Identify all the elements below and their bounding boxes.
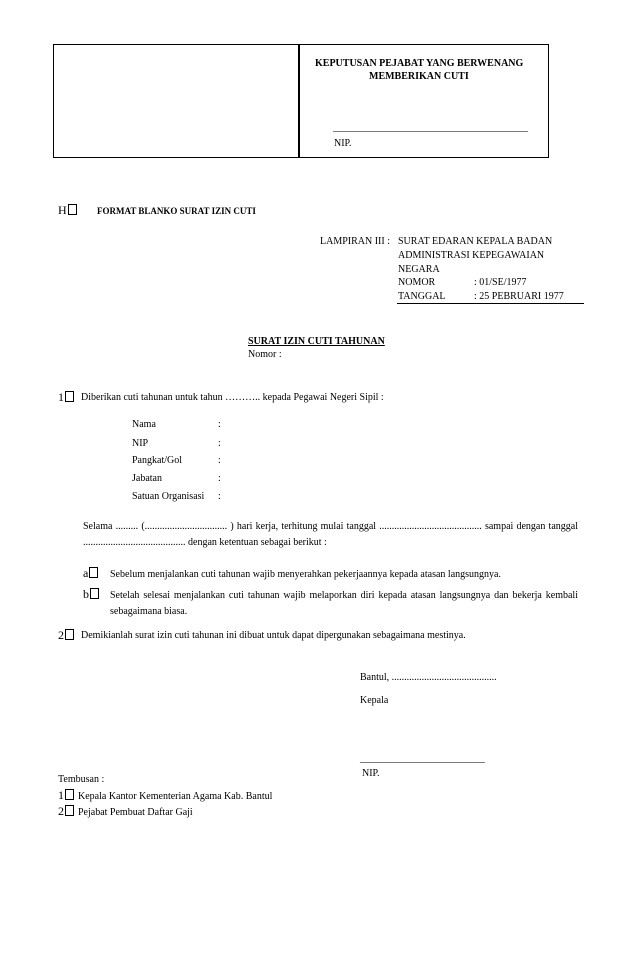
signature-nip-label: NIP. [362, 768, 380, 779]
field-pangkat-label: Pangkat/Gol [132, 455, 182, 466]
square-glyph-icon [89, 567, 98, 578]
lampiran-line3: NEGARA [398, 264, 440, 275]
signature-position: Kepala [360, 695, 389, 706]
condition-a-marker: a [83, 566, 98, 581]
square-glyph-icon [65, 805, 74, 816]
left-empty-box [53, 44, 300, 158]
decision-title-line1: KEPUTUSAN PEJABAT YANG BERWENANG [315, 58, 524, 69]
decision-title-line2: MEMBERIKAN CUTI [369, 71, 469, 82]
section1-text: Diberikan cuti tahunan untuk tahun ……….. kepada Pegawai Negeri Sipil : [81, 392, 384, 403]
field-satuan-colon: : [218, 491, 221, 502]
condition-b-marker: b [83, 587, 99, 602]
square-glyph-icon [65, 789, 74, 800]
signature-line: _________________________ [360, 753, 485, 764]
field-jabatan-colon: : [218, 473, 221, 484]
field-pangkat-colon: : [218, 455, 221, 466]
decision-nip-label: NIP. [334, 138, 352, 149]
lampiran-nomor-value: : 01/SE/1977 [474, 277, 527, 288]
field-nip-colon: : [218, 438, 221, 449]
square-glyph-icon [65, 391, 74, 402]
lampiran-line2: ADMINISTRASI KEPEGAWAIAN [398, 250, 545, 261]
lampiran-nomor-label: NOMOR [398, 277, 436, 288]
condition-a-text: Sebelum menjalankan cuti tahunan wajib menyerahkan pekerjaannya kepada atasan langsungnya. [110, 569, 501, 580]
section2-marker: 2 [58, 628, 74, 643]
section1-marker: 1 [58, 390, 74, 405]
field-jabatan-label: Jabatan [132, 473, 162, 484]
lampiran-tanggal-label: TANGGAL [398, 291, 446, 302]
decision-signature-line: _______________________________________ [333, 122, 528, 133]
letter-title: SURAT IZIN CUTI TAHUNAN [248, 336, 385, 347]
heading-marker: H [58, 203, 77, 218]
duration-paragraph: Selama ......... (................................. ) hari kerja, terhitung mulai tanggal ......................................... sampai dengan tanggal ......................................... dengan ketentuan sebagai berikut : [83, 521, 578, 548]
signature-place-date: Bantul, .......................................... [360, 672, 497, 683]
lampiran-label: LAMPIRAN III : [320, 236, 390, 247]
field-satuan-label: Satuan Organisasi [132, 491, 205, 502]
field-nama-colon: : [218, 419, 221, 430]
heading-title: FORMAT BLANKO SURAT IZIN CUTI [97, 206, 256, 216]
condition-b-text: Setelah selesai menjalankan cuti tahunan wajib melaporkan diri kepada atasan langsungnya dan bekerja kembali sebagaimana biasa. [110, 590, 578, 617]
lampiran-tanggal-value: : 25 PEBRUARI 1977 [474, 291, 564, 302]
square-glyph-icon [68, 204, 77, 215]
tembusan-label: Tembusan : [58, 774, 105, 785]
section2-text: Demikianlah surat izin cuti tahunan ini dibuat untuk dapat dipergunakan sebagaimana mestinya. [81, 630, 466, 641]
letter-number-label: Nomor : [248, 349, 282, 360]
lampiran-line1: SURAT EDARAN KEPALA BADAN [398, 236, 553, 247]
lampiran-underline [397, 303, 584, 304]
square-glyph-icon [65, 629, 74, 640]
field-nip-label: NIP [132, 438, 149, 449]
square-glyph-icon [90, 588, 99, 599]
tembusan-item-2: 2 Pejabat Pembuat Daftar Gaji [58, 804, 193, 818]
field-nama-label: Nama [132, 419, 156, 430]
tembusan-item-1: 1 Kepala Kantor Kementerian Agama Kab. Bantul [58, 788, 273, 802]
